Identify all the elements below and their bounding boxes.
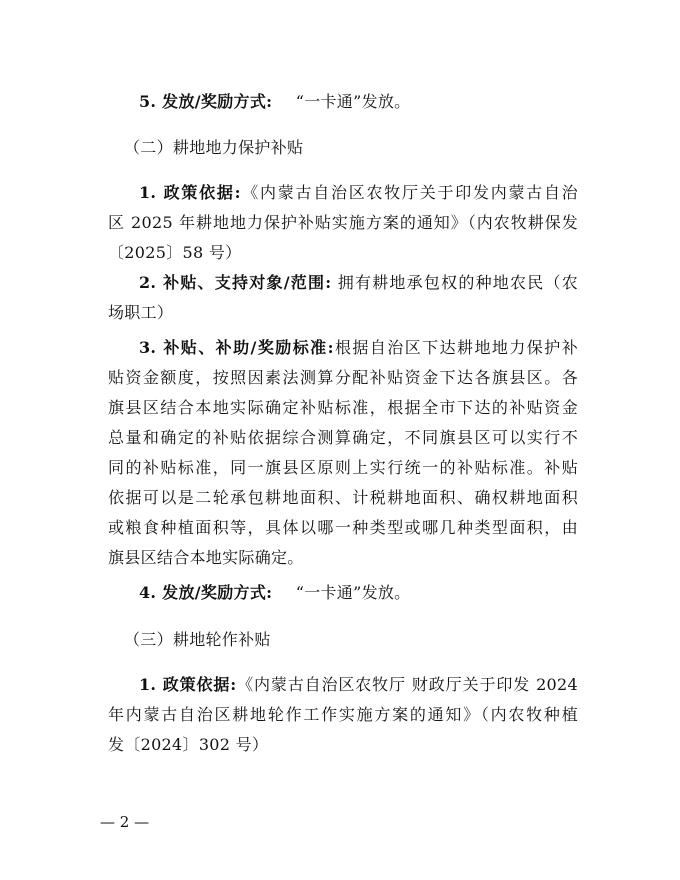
s2-item3-line-3: 旗县区结合本地实际确定补贴标准，根据全市下达的补贴资金 — [108, 398, 578, 417]
s2-item1-label: 1. 政策依据: — [139, 183, 241, 202]
s3-item1-line-2: 年内蒙古自治区耕地轮作工作实施方案的通知》（内农牧种植 — [108, 705, 578, 724]
s2-item2-label: 2. 补贴、支持对象/范围: — [139, 273, 332, 292]
s3-item1-text: 《内蒙古自治区农牧厅 财政厅关于印发 2024 — [236, 675, 578, 694]
s2-item1-text: 《内蒙古自治区农牧厅关于印发内蒙古自治 — [240, 183, 578, 202]
s2-item3-label: 3. 补贴、补助/奖励标准: — [139, 338, 334, 357]
s2-item1-line-1 — [139, 183, 578, 203]
s2-heading: （二）耕地地力保护补贴 — [124, 138, 304, 157]
s2-item2-line-1 — [139, 273, 578, 293]
s1-item5 — [139, 92, 410, 112]
s3-item1-line-3: 发〔2024〕302 号） — [108, 735, 269, 754]
page-number: — 2 — — [100, 813, 150, 831]
s2-item1-line-2: 区 2025 年耕地地力保护补贴实施方案的通知》（内农牧耕保发 — [108, 213, 578, 232]
s3-item1-line-1 — [139, 675, 578, 695]
s2-item3-line-5: 同的补贴标准，同一旗县区原则上实行统一的补贴标准。补贴 — [108, 458, 578, 477]
s2-item3-line-6: 依据可以是二轮承包耕地面积、计税耕地面积、确权耕地面积 — [108, 488, 578, 507]
s2-item4 — [139, 583, 410, 603]
s2-item3-line-7: 或粮食种植面积等，具体以哪一种类型或哪几种类型面积，由 — [108, 518, 578, 537]
s2-item3-text: 根据自治区下达耕地地力保护补 — [333, 338, 578, 357]
s3-item1-label: 1. 政策依据: — [139, 675, 237, 694]
s2-item4-label: 4. 发放/奖励方式: — [139, 583, 273, 602]
s2-item2-text: 拥有耕地承包权的种地农民（农 — [337, 273, 578, 292]
s2-item3-line-2: 贴资金额度，按照因素法测算分配补贴资金下达各旗县区。各 — [108, 368, 578, 387]
s2-item3-line-8: 旗县区结合本地实际确定。 — [108, 548, 304, 567]
s2-item1-line-3: 〔2025〕58 号） — [108, 243, 242, 262]
s2-item4-text: “一卡通”发放。 — [295, 583, 411, 602]
s2-item2-line-2: 场职工） — [108, 303, 174, 322]
s2-item3-line-4: 总量和确定的补贴依据综合测算确定，不同旗县区可以实行不 — [108, 428, 578, 447]
s3-heading: （三）耕地轮作补贴 — [124, 630, 271, 649]
s1-item5-label: 5. 发放/奖励方式: — [139, 92, 273, 111]
s2-item3-line-1 — [139, 338, 578, 358]
s1-item5-text: “一卡通”发放。 — [295, 92, 411, 111]
